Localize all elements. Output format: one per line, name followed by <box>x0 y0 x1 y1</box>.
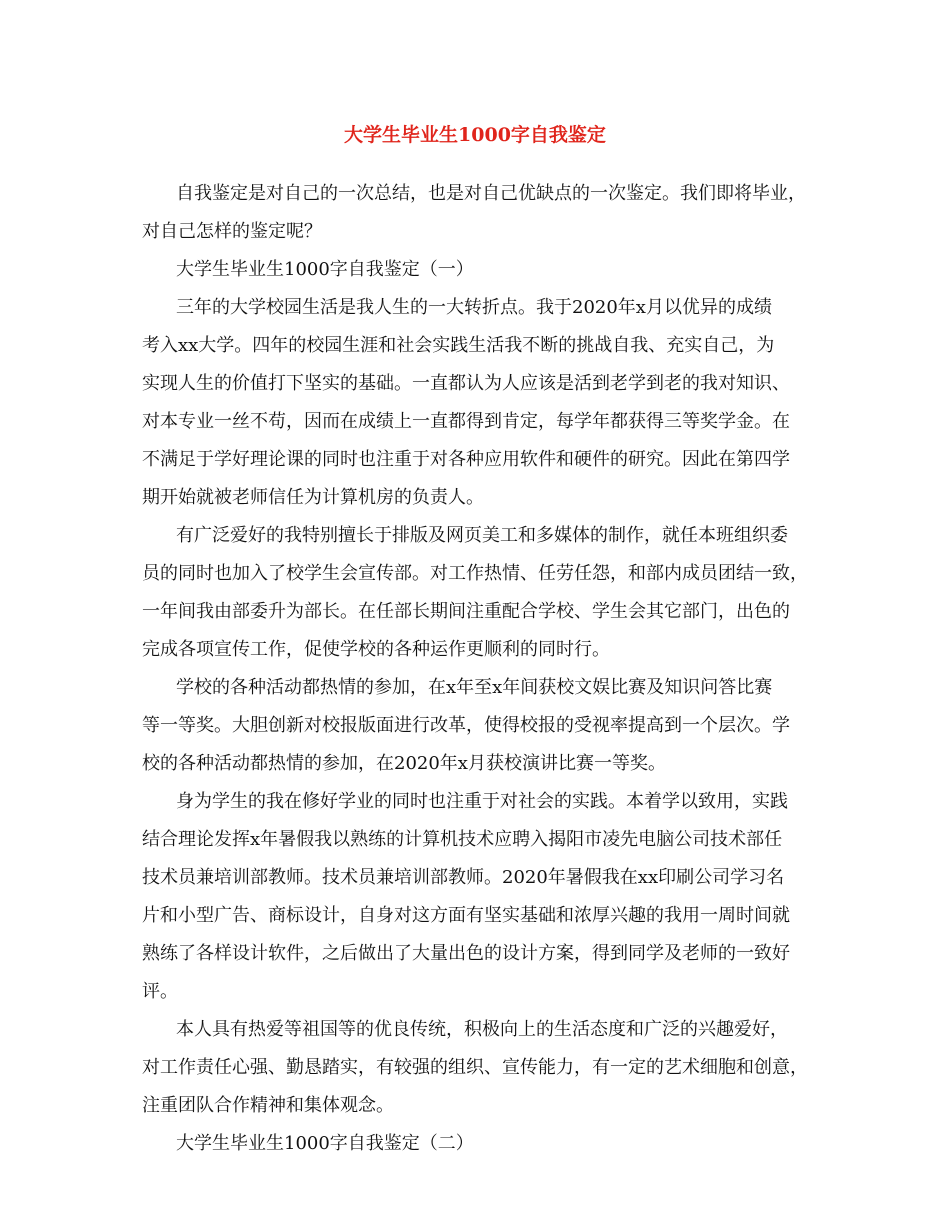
paragraph-4-line-2: 结合理论发挥x年暑假我以熟练的计算机技术应聘入揭阳市凌先电脑公司技术部任 <box>142 829 783 850</box>
section-heading-2: 大学生毕业生1000字自我鉴定（二） <box>176 1133 474 1154</box>
paragraph-3-line-2: 等一等奖。大胆创新对校报版面进行改革，使得校报的受视率提高到一个层次。学 <box>142 715 790 736</box>
paragraph-4-line-4: 片和小型广告、商标设计，自身对这方面有坚实基础和浓厚兴趣的我用一周时间就 <box>142 905 790 926</box>
intro-line-2: 对自己怎样的鉴定呢？ <box>142 221 322 242</box>
paragraph-2-line-2: 员的同时也加入了校学生会宣传部。对工作热情、任劳任怨，和部内成员团结一致， <box>142 563 808 584</box>
paragraph-2-line-1: 有广泛爱好的我特别擅长于排版及网页美工和多媒体的制作，就任本班组织委 <box>176 525 788 546</box>
paragraph-5-line-1: 本人具有热爱等祖国等的优良传统，积极向上的生活态度和广泛的兴趣爱好， <box>176 1019 788 1040</box>
paragraph-3-line-3: 校的各种活动都热情的参加，在2020年x月获校演讲比赛一等奖。 <box>142 753 666 774</box>
paragraph-1-line-1: 三年的大学校园生活是我人生的一大转折点。我于2020年x月以优异的成绩 <box>176 297 772 318</box>
paragraph-4-line-5: 熟练了各样设计软件，之后做出了大量出色的设计方案，得到同学及老师的一致好 <box>142 943 790 964</box>
section-heading-1: 大学生毕业生1000字自我鉴定（一） <box>176 259 474 280</box>
paragraph-4-line-6: 评。 <box>142 981 178 1002</box>
document-title: 大学生毕业生1000字自我鉴定 <box>344 124 606 146</box>
paragraph-1-line-3: 实现人生的价值打下坚实的基础。一直都认为人应该是活到老学到老的我对知识、 <box>142 373 790 394</box>
paragraph-4-line-1: 身为学生的我在修好学业的同时也注重于对社会的实践。本着学以致用，实践 <box>176 791 788 812</box>
paragraph-2-line-3: 一年间我由部委升为部长。在任部长期间注重配合学校、学生会其它部门，出色的 <box>142 601 790 622</box>
paragraph-1-line-4: 对本专业一丝不苟，因而在成绩上一直都得到肯定，每学年都获得三等奖学金。在 <box>142 411 790 432</box>
paragraph-4-line-3: 技术员兼培训部教师。技术员兼培训部教师。2020年暑假我在xx印刷公司学习名 <box>142 867 785 888</box>
paragraph-5-line-3: 注重团队合作精神和集体观念。 <box>142 1095 394 1116</box>
paragraph-3-line-1: 学校的各种活动都热情的参加，在x年至x年间获校文娱比赛及知识问答比赛 <box>176 677 773 698</box>
paragraph-1-line-5: 不满足于学好理论课的同时也注重于对各种应用软件和硬件的研究。因此在第四学 <box>142 449 790 470</box>
paragraph-1-line-2: 考入xx大学。四年的校园生涯和社会实践生活我不断的挑战自我、充实自己，为 <box>142 335 775 356</box>
intro-line-1: 自我鉴定是对自己的一次总结，也是对自己优缺点的一次鉴定。我们即将毕业， <box>176 183 806 204</box>
paragraph-2-line-4: 完成各项宣传工作，促使学校的各种运作更顺利的同时行。 <box>142 639 610 660</box>
paragraph-1-line-6: 期开始就被老师信任为计算机房的负责人。 <box>142 487 484 508</box>
paragraph-5-line-2: 对工作责任心强、勤恳踏实，有较强的组织、宣传能力，有一定的艺术细胞和创意， <box>142 1057 808 1078</box>
